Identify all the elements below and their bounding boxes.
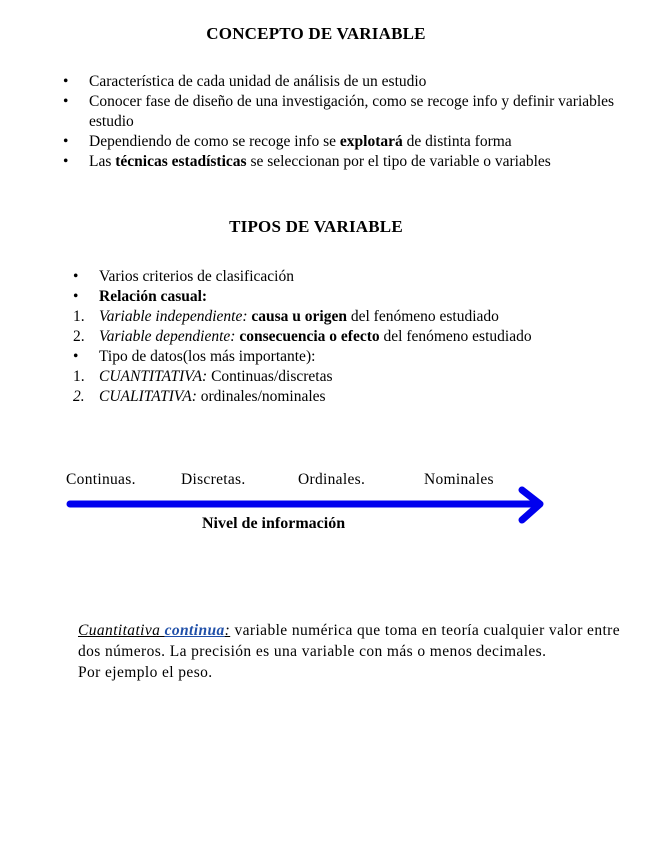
list-item: 2. CUALITATIVA: ordinales/nominales bbox=[73, 388, 326, 405]
list-item: 2. Variable dependiente: consecuencia o efecto del fenómeno estudiado bbox=[73, 328, 532, 345]
section-title-tipos: TIPOS DE VARIABLE bbox=[229, 217, 403, 236]
list-item: • Varios criterios de clasificación bbox=[73, 268, 294, 285]
list-item: • Característica de cada unidad de análisis de un estudio bbox=[63, 73, 427, 90]
list-item: • Relación casual: bbox=[73, 288, 208, 305]
bullet-icon: • bbox=[73, 348, 79, 365]
scale-label-nominales: Nominales bbox=[424, 471, 494, 488]
bullet-icon: • bbox=[73, 268, 79, 285]
bullet-icon: • bbox=[63, 153, 69, 170]
section-title-concepto: CONCEPTO DE VARIABLE bbox=[206, 24, 426, 43]
list-item: • Dependiendo de como se recoge info se explotará de distinta forma bbox=[63, 133, 512, 150]
scale-label-ordinales: Ordinales. bbox=[298, 471, 366, 488]
list-item: • Conocer fase de diseño de una investigación, como se recoge info y definir variables estudio bbox=[63, 93, 615, 130]
bullet-icon: • bbox=[63, 73, 69, 90]
list-number: 1. bbox=[73, 308, 85, 325]
list-item: 1. Variable independiente: causa u origen del fenómeno estudiado bbox=[73, 308, 499, 325]
list-number: 1. bbox=[73, 368, 85, 385]
list-item: • Las técnicas estadísticas se seleccionan por el tipo de variable o variables bbox=[63, 153, 551, 170]
concept-bullet-list bbox=[63, 72, 623, 172]
scale-label-discretas: Discretas. bbox=[181, 471, 246, 488]
definition-term: Cuantitativa bbox=[78, 622, 165, 639]
definition-paragraph: Cuantitativa continua: variable numérica que toma en teoría cualquier valor entre dos números. La precisión es una variable con más o menos decimales. Por ejemplo el peso. bbox=[78, 622, 621, 681]
bullet-icon: • bbox=[63, 133, 69, 150]
scale-label-continuas: Continuas. bbox=[66, 471, 136, 488]
definition-example: Por ejemplo el peso. bbox=[78, 664, 213, 681]
list-number: 2. bbox=[73, 328, 85, 345]
bullet-icon: • bbox=[73, 288, 79, 305]
definition-link[interactable]: continua bbox=[164, 622, 225, 639]
scale-caption: Nivel de información bbox=[202, 515, 346, 532]
definition-body: variable numérica que toma en teoría cualquier valor entre dos números. La precisión es una variable con más o menos decimales. bbox=[78, 622, 621, 660]
types-list bbox=[73, 267, 593, 407]
list-number: 2. bbox=[73, 388, 85, 405]
bullet-icon: • bbox=[63, 93, 69, 110]
list-item: • Tipo de datos(los más importante): bbox=[73, 348, 316, 365]
list-item: 1. CUANTITATIVA: Continuas/discretas bbox=[73, 368, 333, 385]
